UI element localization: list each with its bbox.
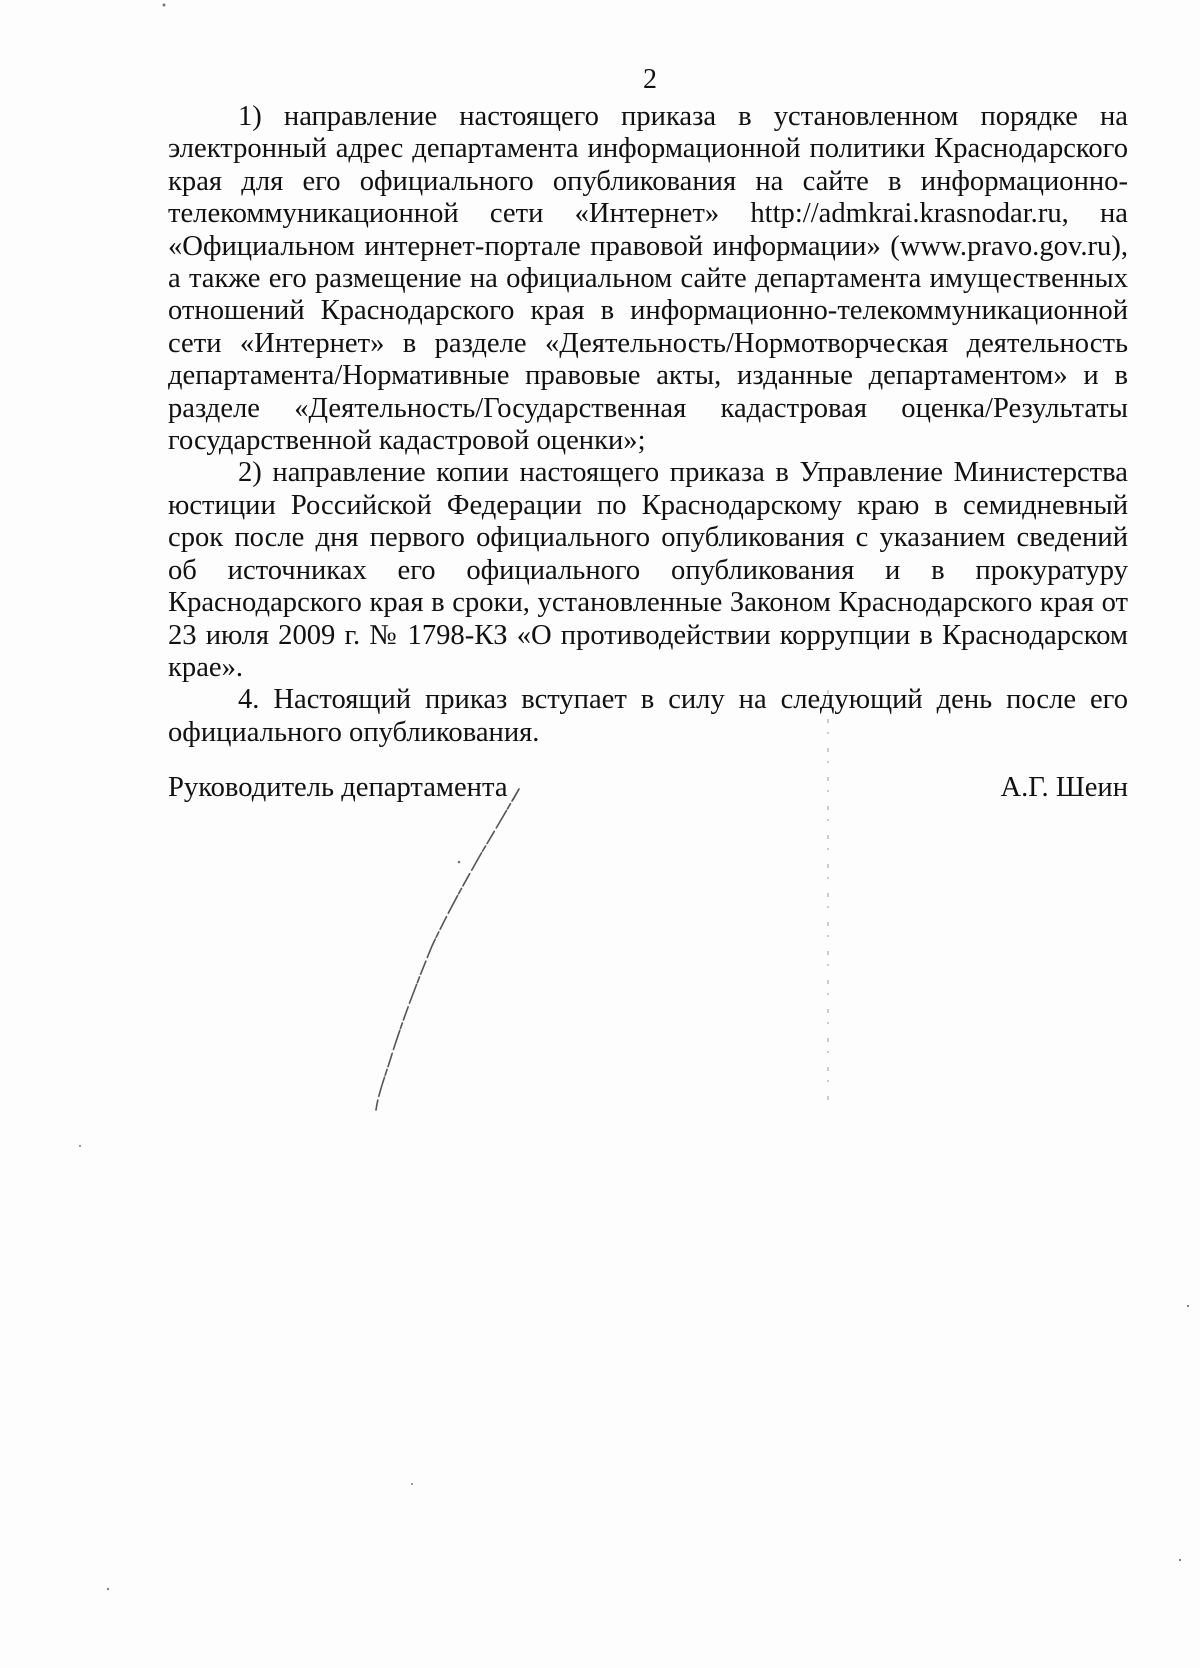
- signatory-name: А.Г. Шеин: [1000, 772, 1128, 803]
- paragraph-item-4: 4. Настоящий приказ вступает в силу на следующий день после его официального опубликования.: [168, 684, 1128, 748]
- document-body: [168, 101, 1128, 749]
- paragraph-item-1: 1) направление настоящего приказа в установленном порядке на электронный адрес департамента информационной политики Краснодарского края для его официального опубликования на сайте в информационно-телекоммуникационной сети «Интернет» http://admkrai.krasnodar.ru, на «Официальном интернет-портале правовой информации» (www.pravo.gov.ru), а также его размещение на официальном сайте департамента имущественных отношений Краснодарского края в информационно-телекоммуникационной сети «Интернет» в разделе «Деятельность/Нормотворческая деятельность департамента/Нормативные правовые акты, изданные департаментом» и в разделе «Деятельность/Государственная кадастровая оценка/Результаты государственной кадастровой оценки»;: [168, 101, 1128, 457]
- signature-tick: [513, 789, 519, 800]
- handwritten-signature: [376, 789, 519, 1110]
- paragraph-item-2: 2) направление копии настоящего приказа в Управление Министерства юстиции Российской Федерации по Краснодарскому краю в семидневный срок после дня первого официального опубликования с указанием сведений об источниках его официального опубликования и в прокуратуру Краснодарского края в сроки, установленные Законом Краснодарского края от 23 июля 2009 г. № 1798-КЗ «О противодействии коррупции в Краснодарском крае».: [168, 457, 1128, 683]
- page-number: 2: [643, 64, 657, 95]
- signatory-position: Руководитель департамента: [168, 772, 508, 803]
